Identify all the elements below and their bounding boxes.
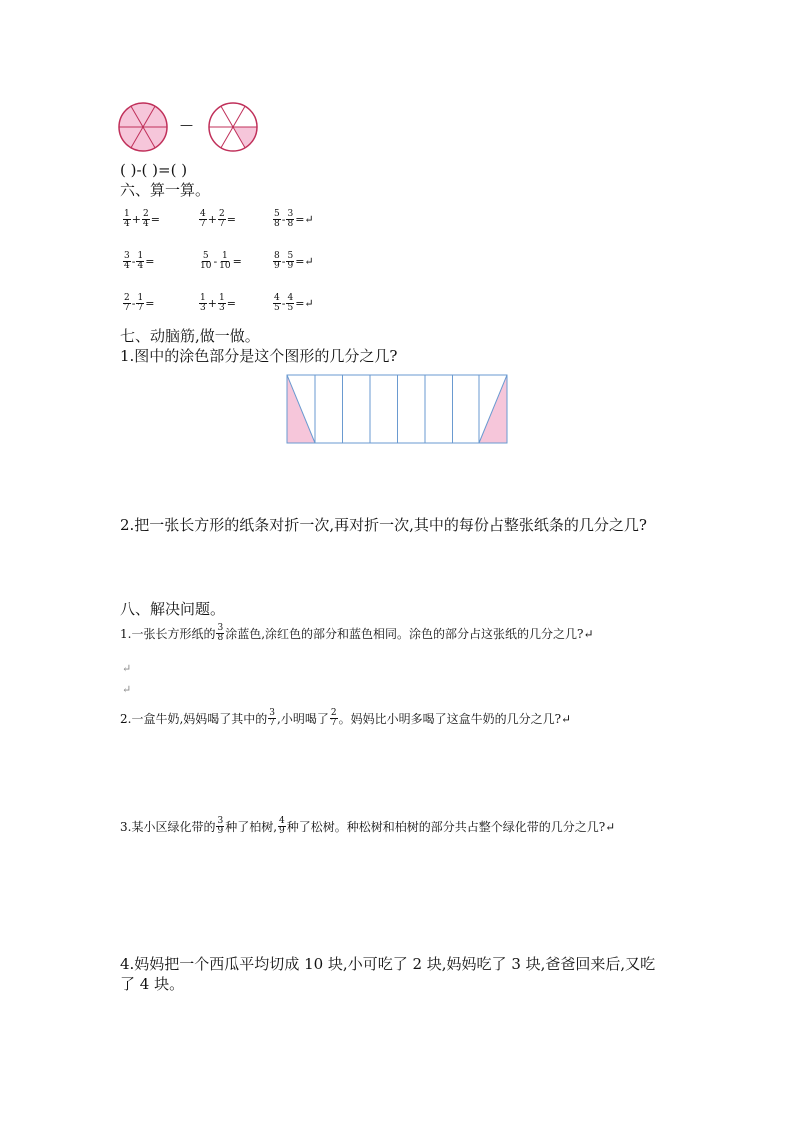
section6-heading: 六、算一算。 <box>120 181 211 199</box>
equals-sign: = <box>150 213 160 226</box>
section8-question-1 <box>120 624 594 643</box>
q1-text-a: 1.一张长方形纸的 <box>120 626 216 641</box>
equals-sign: = <box>145 255 155 268</box>
section8-question-4-line1: 4.妈妈把一个西瓜平均切成 10 块,小可吃了 2 块,妈妈吃了 3 块,爸爸回来后,又吃 <box>120 955 656 973</box>
operator: + <box>207 213 217 226</box>
section8-heading: 八、解决问题。 <box>120 600 226 618</box>
fraction: $\frac{1}{4}$ <box>124 209 130 229</box>
fraction: $\frac{2}{4}$ <box>142 209 149 229</box>
q2-fraction-2: $\frac{2}{7}$ <box>330 708 337 728</box>
operator: + <box>207 297 217 310</box>
fraction: $\frac{5}{9}$ <box>287 251 294 271</box>
fraction: $\frac{1}{3}$ <box>218 293 225 313</box>
strip-figure <box>286 374 508 444</box>
fraction: $\frac{5}{10}$ <box>200 251 212 271</box>
operator: - <box>213 255 218 268</box>
minus-sign: — <box>180 118 193 133</box>
fraction: $\frac{1}{3}$ <box>200 293 206 313</box>
subtraction-expression: ( )-( )=( ) <box>120 161 188 179</box>
calc-item <box>122 210 160 229</box>
calc-item <box>272 294 314 313</box>
equals-sign: = <box>226 297 236 310</box>
q2-fraction-1: $\frac{3}{7}$ <box>269 708 275 728</box>
q2-text-c: 。妈妈比小明多喝了这盒牛奶的几分之几?↵ <box>338 711 572 726</box>
fraction: $\frac{4}{5}$ <box>274 293 280 313</box>
section8-question-4-line2: 了 4 块。 <box>120 975 185 993</box>
fraction: $\frac{8}{9}$ <box>274 251 280 271</box>
operator: - <box>281 255 286 268</box>
section8-question-2 <box>120 709 571 728</box>
calc-item <box>122 252 154 271</box>
calc-item <box>198 252 242 271</box>
fraction: $\frac{3}{4}$ <box>124 251 130 271</box>
section7-question-2: 2.把一张长方形的纸条对折一次,再对折一次,其中的每份占整张纸条的几分之几? <box>120 516 647 534</box>
q3-fraction-1: $\frac{3}{9}$ <box>217 816 224 836</box>
fraction: $\frac{1}{4}$ <box>137 251 144 271</box>
operator: + <box>131 213 141 226</box>
circle-right <box>209 103 257 151</box>
circle-left <box>119 103 167 151</box>
fraction: $\frac{1}{10}$ <box>219 251 231 271</box>
q3-fraction-2: $\frac{4}{9}$ <box>279 816 285 836</box>
blank-mark-2: ↵ <box>122 683 132 696</box>
calc-item <box>198 210 236 229</box>
equals-sign: = <box>232 255 242 268</box>
equals-sign: =↵ <box>295 297 314 310</box>
q1-fraction: $\frac{3}{8}$ <box>217 623 224 643</box>
fraction: $\frac{3}{8}$ <box>287 209 294 229</box>
fraction: $\frac{4}{5}$ <box>287 293 294 313</box>
equals-sign: = <box>145 297 155 310</box>
equals-sign: =↵ <box>295 255 314 268</box>
section7-question-1: 1.图中的涂色部分是这个图形的几分之几? <box>120 347 398 365</box>
q1-text-b: 涂蓝色,涂红色的部分和蓝色相同。涂色的部分占这张纸的几分之几?↵ <box>225 626 594 641</box>
calc-item <box>272 210 314 229</box>
q3-text-a: 3.某小区绿化带的 <box>120 819 216 834</box>
operator: - <box>281 213 286 226</box>
q2-text-b: ,小明喝了 <box>277 711 329 726</box>
fraction: $\frac{4}{7}$ <box>200 209 206 229</box>
fraction: $\frac{2}{7}$ <box>218 209 225 229</box>
calc-item <box>198 294 236 313</box>
operator: - <box>281 297 286 310</box>
q3-text-b: 种了柏树, <box>225 819 278 834</box>
fraction: $\frac{5}{8}$ <box>274 209 280 229</box>
operator: - <box>131 297 136 310</box>
fraction: $\frac{1}{7}$ <box>137 293 144 313</box>
equals-sign: =↵ <box>295 213 314 226</box>
q3-text-c: 种了松树。种松树和柏树的部分共占整个绿化带的几分之几?↵ <box>286 819 616 834</box>
q2-text-a: 2.一盒牛奶,妈妈喝了其中的 <box>120 711 268 726</box>
calc-item <box>122 294 154 313</box>
blank-mark-1: ↵ <box>122 662 132 675</box>
section8-question-3 <box>120 817 615 836</box>
section7-heading: 七、动脑筋,做一做。 <box>120 327 260 345</box>
calc-item <box>272 252 314 271</box>
operator: - <box>131 255 136 268</box>
fraction: $\frac{2}{7}$ <box>124 293 130 313</box>
equals-sign: = <box>226 213 236 226</box>
